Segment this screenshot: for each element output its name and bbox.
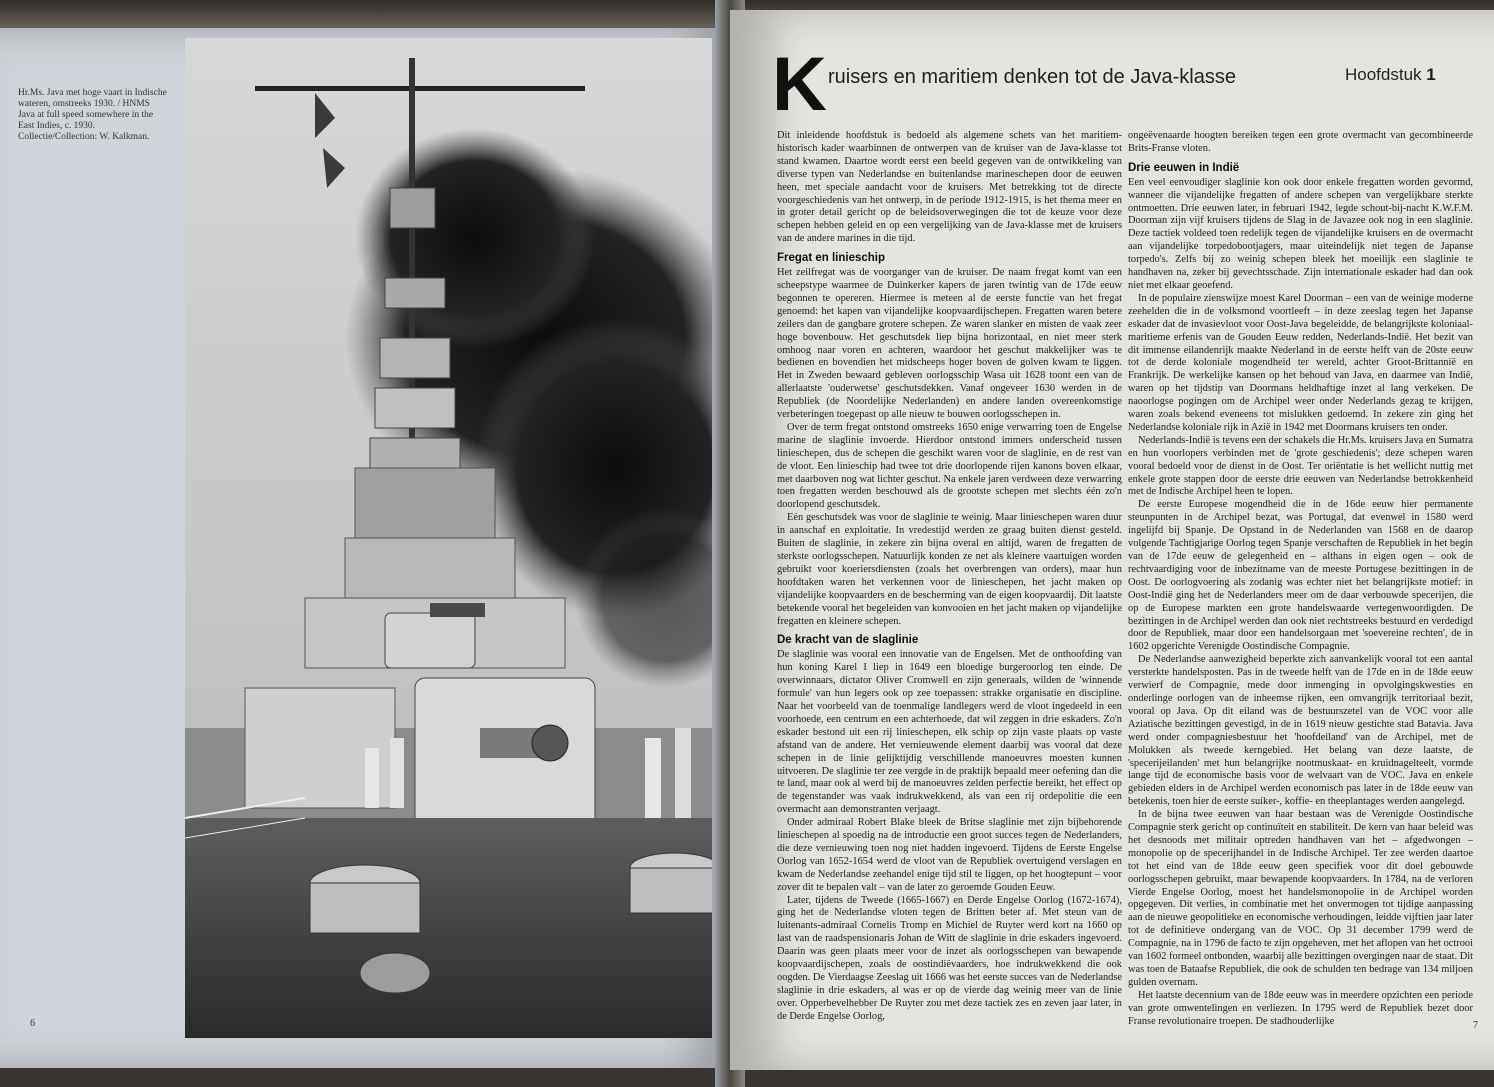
paragraph: Eén geschutsdek was voor de slaglinie te weinig. Maar linieschepen waren duur in aanschaf en exploitatie. In vredestijd werden ze graag buiten dienst gesteld. Buiten de slaglinie, in zekere zin bijna overal en altijd, waren de fregatten de sterkste oorlogsschepen. Natuurlijk konden ze net als kleinere vaartuigen worden gebruikt voor koeriersdiensten (zoals het overbrengen van orders), maar hun hoofdtaken waren het verkennen voor de linieschepen, het jacht maken op vijandelijke koopvaarders en de bescherming van de eigen koopvaardij. Dit laatste betekende vooral het begeleiden van konvooien en het jacht maken op vijandelijke fregatten en kleinere schepen. <box>777 512 1122 627</box>
photo-caption: Hr.Ms. Java met hoge vaart in Indische wateren, omstreeks 1930. / HNMS Java at full speed somewhere in the East Indies, c. 1930. Collectie/Collection: W. Kalkman. <box>18 88 167 142</box>
chapter-label <box>1345 65 1436 85</box>
paragraph: In de populaire zienswijze moest Karel Doorman – een van de weinige moderne zeehelden die in de volksmond voortleeft – in deze zeeslag tegen het Japanse eskader dat de invasievloot voor Oost-Java begeleidde, de belangrijkste koloniaal-maritieme erfenis van de Gouden Eeuw redden, Nederlands-Indië. Het bezit van dit immense eilandenrijk maakte Nederland in de eerste helft van de 20ste eeuw tot de derde koloniale mogendheid ter wereld, achter Groot-Brittannië en Frankrijk. De werkelijke kansen op het behoud van Java, en daarmee van Indië, waren op het tijdstip van Doormans heldhaftige inzet al lang verkeken. De naoorlogse pogingen om de Archipel weer onder Nederlands gezag te krijgen, waren zoals bekend eveneens tot mislukken gedoemd. In zekere zin ging het Nederlandse koloniale rijk in Azië in 1942 met Doormans kruisers ten onder. <box>1128 292 1473 433</box>
paragraph: Nederlands-Indië is tevens een der schakels die Hr.Ms. kruisers Java en Sumatra en hun voorlopers verbinden met de 'grote geschiedenis'; deze schepen waren vooral bedoeld voor de dienst in de Oost. Ter oriëntatie is het wellicht nuttig met enkele grote stappen door de eerste drie eeuwen van Nederlandse betrokkenheid met de Indische Archipel heen te lopen. <box>1128 434 1473 498</box>
title-text: ruisers en maritiem denken tot de Java-klasse <box>828 66 1236 88</box>
warship-illustration <box>185 38 712 1038</box>
ship-photo <box>185 38 712 1038</box>
paragraph: De slaglinie was vooral een innovatie van de Engelsen. Met de onthoofding van hun koning Karel I liep in 1649 een bloedige burgeroorlog ten einde. De overwinnaars, dictator Oliver Cromwell en zijn generaals, wilden de 'winnende formule' van hun legers ook op zee toepassen: strakke organisatie en discipline. Naar het voorbeeld van de toenmalige landlegers werd de vloot ingedeeld in een voorhoede, een centrum en een achterhoede, dat wil zeggen in drie eskaders. Zo'n eskader bestond uit een rij linieschepen, elk schip op zijn vaste plaats op vaste afstand van de andere. Het vernieuwende element daarbij was vooral dat deze schepen in de linie gelijktijdig verschillende manoeuvres moesten kunnen uitvoeren. De slaglinie ter zee vergde in de praktijk bepaald meer oefening dan die te land, maar ook al werd bij de manoeuvres zelden perfectie bereikt, het effect op de tegenstander was vaak indrukwekkend, als van een rij ordepolitie die een overmacht aan demonstranten verjaagt. <box>777 649 1122 816</box>
paragraph: ongeëvenaarde hoogten bereiken tegen een grote overmacht van gecombineerde Brits-Franse vloten. <box>1128 130 1473 154</box>
heading-indie: Drie eeuwen in Indië <box>1128 161 1240 174</box>
right-page-number: 7 <box>1473 1020 1478 1031</box>
left-page-number: 6 <box>30 1018 35 1029</box>
paragraph: Over de term fregat ontstond omstreeks 1650 enige verwarring toen de Engelse marine de slaglinie invoerde. Hierdoor ontstond immers onderscheid tussen linieschepen, dus de schepen die geschikt waren voor de slaglinie, en de rest van de vloot. Een linieschip had twee tot drie doorlopende rijen kanons boven elkaar, met daarboven nog wat lichter geschut. Na enkele jaren verdween deze verwarring toen fregatten werden beschouwd als de grootste schepen met slechts één zo'n doorlopend geschutsdek. <box>777 421 1122 511</box>
paragraph: De eerste Europese mogendheid die in de 16de eeuw hier permanente steunpunten in de Archipel bezat, was Portugal, dat evenwel in 1580 werd ingelijfd bij Spanje. De Opstand in de Nederlanden van 1568 en de daarop volgende Tachtigjarige Oorlog tegen Spanje verschaften de Republiek in het begin van de 17de eeuw de gelegenheid en – althans in eigen ogen – ook de rechtvaardiging voor de inbezitname van de meeste Portugese bezittingen in de Oost. De oorlogvoering als zodanig was echter niet het belangrijkste motief: in Oost-Indië ging het de Nederlanders meer om de daar verbouwde specerijen, die op de Europese markten een grote handelswaarde vertegenwoordigden. De bezittingen in de Archipel werden dan ook niet rechtstreeks bestuurd en verdedigd door de Republiek, maar door een handelsorgaan met 'soevereine rechten', de in 1602 opgerichte Verenigde Oostindische Compagnie. <box>1128 499 1473 653</box>
paragraph: In de bijna twee eeuwen van haar bestaan was de Verenigde Oostindische Compagnie sterk gericht op continuïteit en stabiliteit. De kern van haar beleid was het desnoods met militair optreden handhaven van het – afgedwongen – monopolie op de specerijhandel in de Indische Archipel. Ter zee werden daartoe tot het eind van de 18de eeuw geen specifiek voor dit doel gebouwde oorlogsschepen gebruikt, maar bewapende koopvaarders. In 1784, na de verloren Vierde Engelse Oorlog, moest het handelsmonopolie in de Archipel worden opgegeven. Dit verlies, in combinatie met het onvermogen tot tijdige aanpassing aan de nieuwe geopolitieke en economische verhoudingen, leidde vijftien jaar later tot de definitieve ondergang van de VOC. Op 31 december 1799 werd de Compagnie, na in 1796 de facto te zijn opgeheven, met het aflopen van het octrooi van 1602 formeel ontbonden, waarbij alle bezittingen overgingen naar de staat. Dit was toen de Bataafse Republiek, die ook de schulden ten bedrage van 134 miljoen gulden overnam. <box>1128 809 1473 988</box>
text-column-1 <box>777 130 1122 1024</box>
paragraph: Een veel eenvoudiger slaglinie kon ook door enkele fregatten worden gevormd, wanneer die vijandelijke fregatten of andere schepen van vergelijkbare sterkte ontmoetten. Drie eeuwen later, in februari 1942, legde schout-bij-nacht K.W.F.M. Doorman zijn vijf kruisers tijdens de Slag in de Javazee ook nog in een slaglinie. Deze tactiek voldeed toen redelijk tegen de vijandelijke kruisers en de overmacht aan vijandelijke torpedobootjagers, maar uiteindelijk niet tegen de Japanse torpedo's. Zelfs bij zo weinig schepen bleek het moeilijk een slaglinie te handhaven na, zeker bij gevechtsschade. Zijn internationale eskader had dan ook niet met elkaar geoefend. <box>1128 176 1473 291</box>
chapter-word: Hoofdstuk <box>1345 65 1422 84</box>
paragraph: Onder admiraal Robert Blake bleek de Britse slaglinie met zijn bijbehorende linieschepen al spoedig na de introductie een groot succes tegen de Nederlanders, die deze vernieuwing toen nog niet hadden ingevoerd. Tijdens de Eerste Engelse Oorlog van 1652-1654 werd de vloot van de Republiek overtuigend verslagen en kwam de Nederlandse zeehandel enige tijd stil te liggen, op het hoogtepunt – voor zover dit te bepalen valt – van de later zo geroemde Gouden Eeuw. <box>777 817 1122 893</box>
text-column-2 <box>1128 130 1473 1029</box>
paragraph: De Nederlandse aanwezigheid beperkte zich aanvankelijk vooral tot een aantal versterkte handelsposten. Pas in de tweede helft van de 17de en in de 18de eeuw verwierf de Compagnie, mede door inmenging in opvolgingskwesties en onderlinge oorlogen van de inheemse rijken, een omvangrijk territoriaal bezit, vooral op Java. Op dit eiland was de bestuurszetel van de VOC voor alle Aziatische bezittingen gevestigd, in de in 1619 nieuw gestichte stad Batavia. Java werd onder compagniesbestuur het 'hoofdeiland' van de Archipel, met de Molukken als tweede kerngebied. Het belang van deze laatste, de 'specerijeilanden' met hun belangrijke nootmuskaat- en kruidnagelteelt, vormde lange tijd de economische basis voor de welvaart van de VOC. Java en enkele gebieden elders in de Archipel werden economisch pas later in de 18de eeuw van betekenis, toen hier de eerste suiker-, koffie- en theeplantages werden aangelegd. <box>1128 654 1473 808</box>
paragraph: Later, tijdens de Tweede (1665-1667) en Derde Engelse Oorlog (1672-1674), ging het de Nederlandse vloten tegen de Britten beter af. Met steun van de luitenants-admiraal Cornelis Tromp en Michiel de Ruyter werd kort na 1660 op last van de raadspensionaris Johan de Witt de slaglinie in drie eskaders ingevoerd. Daarin was geen plaats meer voor de inzet als oorlogsschepen van bewapende koopvaardijschepen, zoals de oostindiëvaarders, hoe indrukwekkend die ook oogden. De Vierdaagse Zeeslag uit 1666 was het eerste succes van de Nederlandse slaglinie in drie eskaders, al was er op de vierde dag weinig meer van de linie over. Opperbevelhebber De Ruyter zou met deze tactiek zes en zeven jaar later, in de Derde Engelse Oorlog, <box>777 894 1122 1022</box>
chapter-number: 1 <box>1426 65 1436 84</box>
title-initial: K <box>772 42 825 127</box>
paragraph: Het zeilfregat was de voorganger van de kruiser. De naam fregat komt van een scheepstype waarmee de Duinkerker kapers de jaren twintig van de 17de eeuw begonnen te opereren. Hiermee is meteen al de eerste functie van het fregat genoemd: het kapen van vijandelijke koopvaardijschepen. Fregatten waren betere zeilers dan de gangbare grotere schepen. Ze waren slanker en misten de vaak zeer hoge bovenbouw. Het geschutsdek liep bijna horizontaal, en niet meer sterk omhoog naar voren en achteren, waardoor het geschut makkelijker was te bedienen en bovendien het midscheeps hoger boven de golven kwam te liggen. Het in Zweden bewaard gebleven oorlogsschip Wasa uit 1628 toont een van de allerlaatste 'ouderwetse' geschutsdekken. Vanaf ongeveer 1630 werden in de Republiek (de Noordelijke Nederlanden) en andere landen overeenkomstige verbeteringen toegepast op alle nieuw te bouwen oorlogsschepen in. <box>777 267 1122 421</box>
heading-slaglinie: De kracht van de slaglinie <box>777 634 919 647</box>
paragraph: Het laatste decennium van de 18de eeuw was in meerdere opzichten een periode van grote omwentelingen en verliezen. In 1795 werd de Republiek bezet door Franse revolutionaire troepen. De stadhouderlijke <box>1128 989 1473 1027</box>
intro-paragraph: Dit inleidende hoofdstuk is bedoeld als algemene schets van het maritiem-historisch kader waarbinnen de ontwerpen van de kruiser van de Java-klasse tot stand kwamen. Daartoe wordt eerst een beeld gegeven van de ontwikkeling van diverse typen van Nederlandse en buitenlandse marineschepen door de eeuwen heen, met speciale aandacht voor de kruisers. Met betrekking tot de directe voorgeschiedenis van het ontwerp, in de periode 1912-1915, is het thema meer en in groter detail gericht op de beleidsoverwegingen die tot de keuze voor deze schepen hebben geleid en op een vergelijking van de Java-klasse met de kruisers van de andere marines in die tijd. <box>777 130 1122 245</box>
heading-fregat: Fregat en linieschip <box>777 252 885 265</box>
